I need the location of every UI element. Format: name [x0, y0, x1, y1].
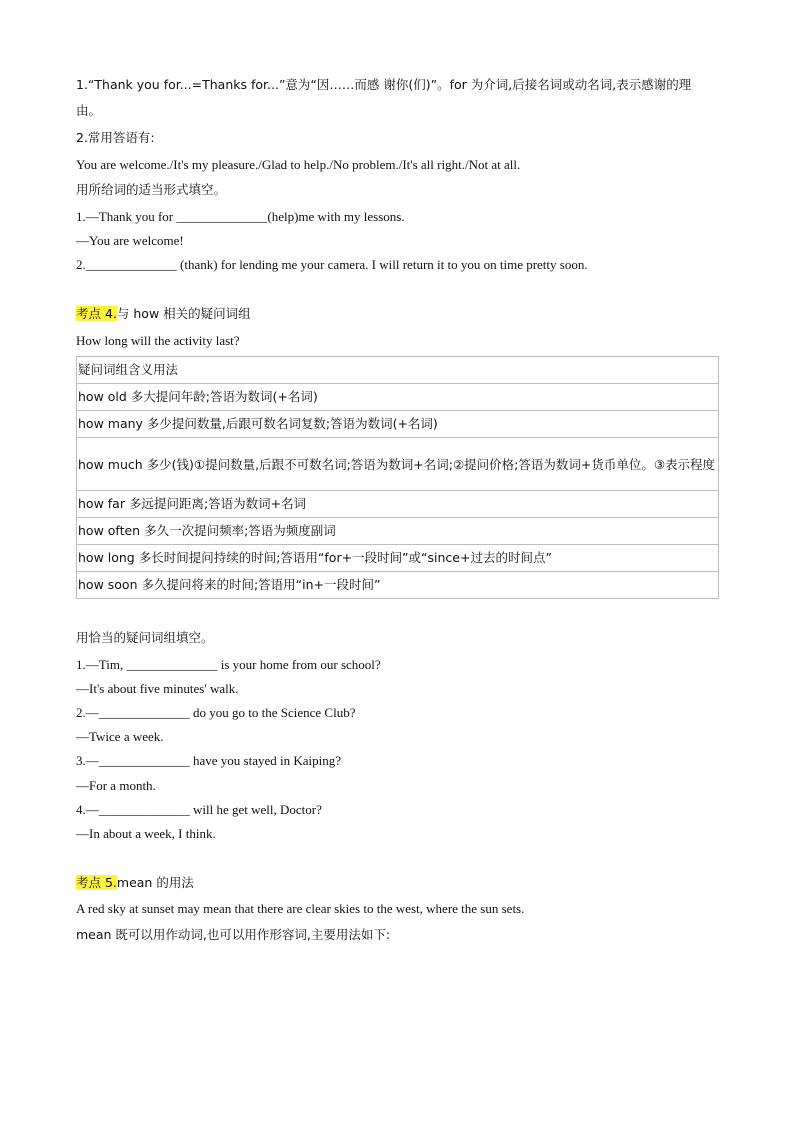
- section-4-heading: [76, 305, 251, 323]
- question-3: 3.—______________ have you stayed in Kaiping?: [76, 753, 342, 768]
- question-2: 2.—______________ do you go to the Science Club?: [76, 705, 356, 720]
- answer-2: —Twice a week.: [76, 729, 164, 744]
- table-row: [77, 518, 719, 545]
- intro-line-1-continued: 由。: [76, 103, 102, 118]
- common-replies: You are welcome./It's my pleasure./Glad to help./No problem./It's all right./Not at all.: [76, 157, 521, 172]
- section-5-example: A red sky at sunset may mean that there are clear skies to the west, where the sun sets.: [76, 901, 525, 916]
- exercise-1: 1.—Thank you for ______________(help)me with my lessons.: [76, 209, 405, 224]
- section-5-heading: [76, 874, 194, 892]
- exercise-1-answer: —You are welcome!: [76, 233, 184, 248]
- exercise-2: 2.______________ (thank) for lending me your camera. I will return it to you on time pretty soon.: [76, 257, 588, 272]
- how-phrases-table: [76, 356, 719, 599]
- table-row: [77, 572, 719, 599]
- question-4: 4.—______________ will he get well, Doctor?: [76, 802, 322, 817]
- table-cell: how much 多少(钱)①提问数量,后跟不可数名词;答语为数词+名词;②提问价格;答语为数词+货币单位。③表示程度: [77, 438, 719, 491]
- table-row: [77, 545, 719, 572]
- table-cell: how long 多长时间提问持续的时间;答语用“for+一段时间”或“since+过去的时间点”: [77, 545, 719, 572]
- section-4-instruction: 用恰当的疑问词组填空。: [76, 630, 214, 645]
- table-cell: 疑问词组含义用法: [77, 357, 719, 384]
- section-4-tag: 考点 4.: [76, 306, 117, 321]
- table-cell: how many 多少提问数量,后跟可数名词复数;答语为数词(+名词): [77, 411, 719, 438]
- exercise-instruction: 用所给词的适当形式填空。: [76, 182, 227, 197]
- table-row: [77, 438, 719, 491]
- section-5-tag: 考点 5.: [76, 875, 117, 890]
- section-4-example: How long will the activity last?: [76, 333, 240, 348]
- table-cell: how often 多久一次提问频率;答语为频度副词: [77, 518, 719, 545]
- table-row: [77, 491, 719, 518]
- section-5-note: mean 既可以用作动词,也可以用作形容词,主要用法如下:: [76, 927, 391, 942]
- table-row: [77, 384, 719, 411]
- section-5-title: mean 的用法: [116, 875, 194, 890]
- question-1: 1.—Tim, ______________ is your home from our school?: [76, 657, 381, 672]
- answer-4: —In about a week, I think.: [76, 826, 216, 841]
- intro-line-2: 2.常用答语有:: [76, 130, 155, 145]
- table-row: [77, 357, 719, 384]
- table-row: [77, 411, 719, 438]
- section-4-title: 与 how 相关的疑问词组: [116, 306, 251, 321]
- table-cell: how soon 多久提问将来的时间;答语用“in+一段时间”: [77, 572, 719, 599]
- answer-3: —For a month.: [76, 778, 156, 793]
- table-cell: how old 多大提问年龄;答语为数词(+名词): [77, 384, 719, 411]
- answer-1: —It's about five minutes' walk.: [76, 681, 239, 696]
- intro-line-1: 1.“Thank you for...=Thanks for...”意为“因……而感 谢你(们)”。for 为介词,后接名词或动名词,表示感谢的理: [76, 77, 692, 92]
- table-cell: how far 多远提问距离;答语为数词+名词: [77, 491, 719, 518]
